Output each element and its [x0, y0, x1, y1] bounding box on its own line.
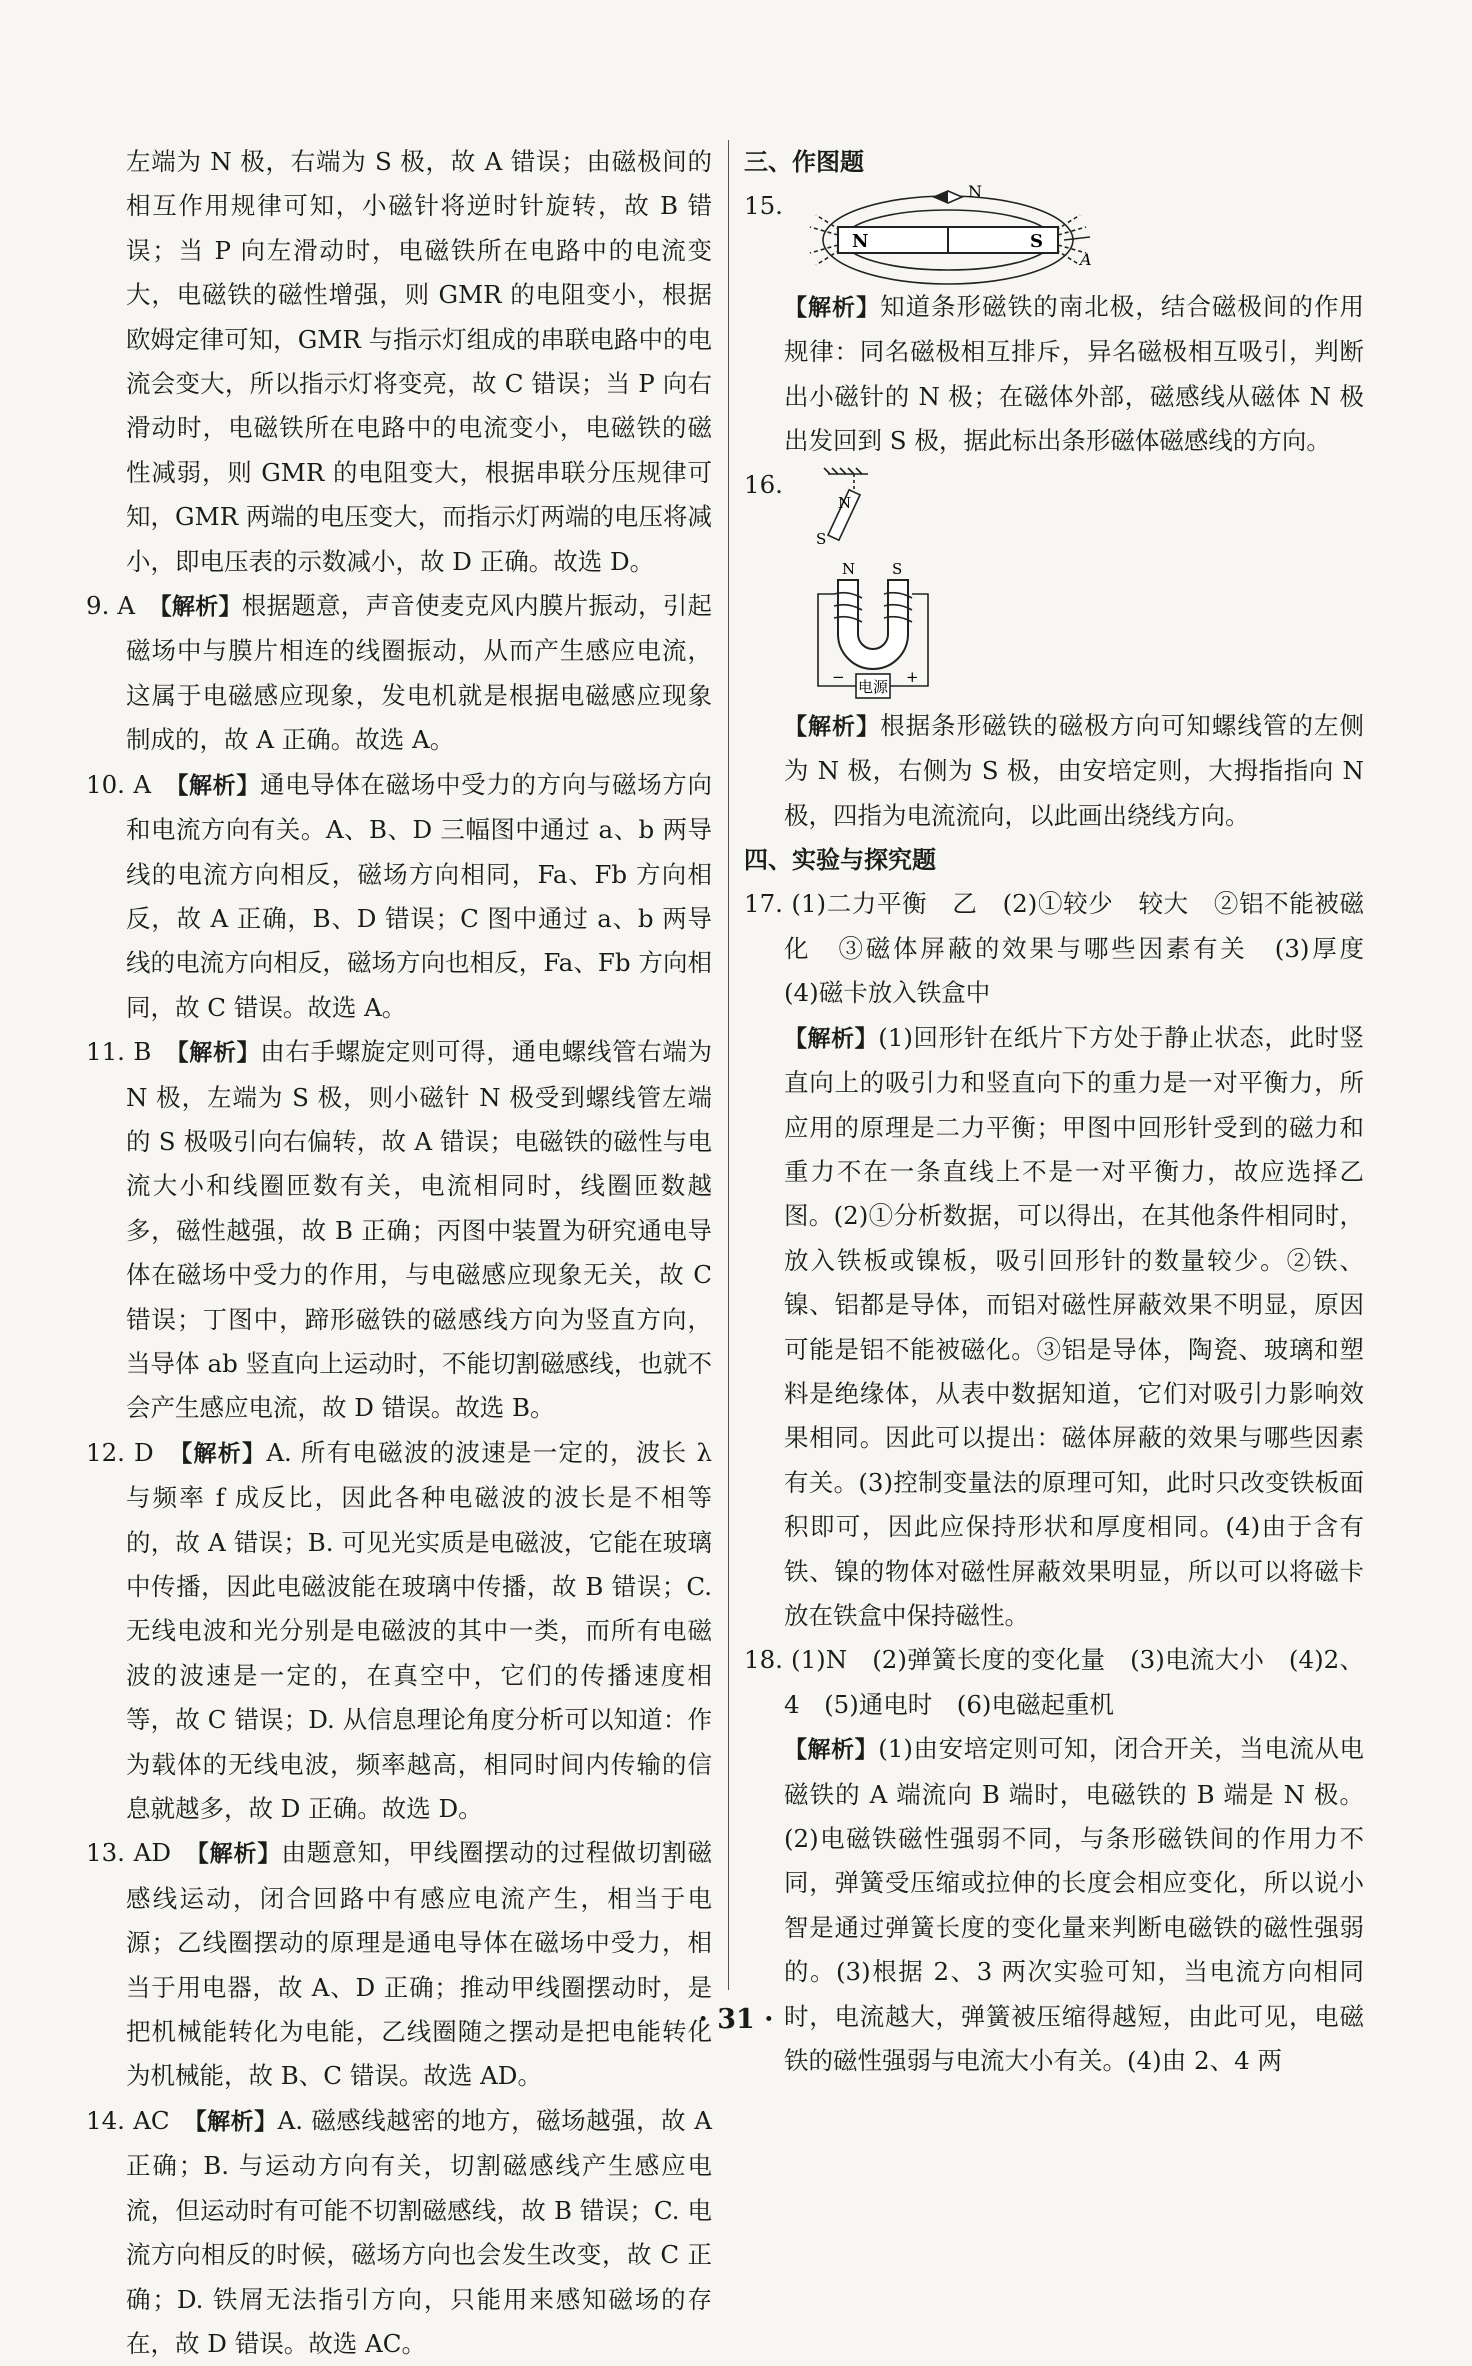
section-heading-drawing: 三、作图题: [744, 148, 864, 176]
q8-continuation: 左端为 N 极，右端为 S 极，故 A 错误；由磁极间的相互作用规律可知，小磁针将逆时针旋转，故 B 错误；当 P 向左滑动时，电磁铁所在电路中的电流变大，电磁铁的磁性增强，则 GMR 的电阻变小，根据欧姆定律可知，GMR 与指示灯组成的串联电路中的电流会变大，所以指示灯将变亮，故 C 错误；当 P 向右滑动时，电磁铁所在电路中的电流变小，电磁铁的磁性减弱，则 GMR 的电阻变大，根据串联分压规律可知，GMR 两端的电压变大，而指示灯两端的电压将减小，即电压表的示数减小，故 D 正确。故选 D。: [126, 147, 712, 576]
answer-18-answer: (1)N (2)弹簧长度的变化量 (3)电流大小 (4)2、4 (5)通电时 (6)电磁起重机: [784, 1645, 1364, 1719]
core-n-label: N: [842, 559, 856, 578]
answer-15-text: 知道条形磁铁的南北极，结合磁极间的作用规律：同名磁极相互排斥，异名磁极相互吸引，判断出小磁针的 N 极；在磁体外部，磁感线从磁体 N 极出发回到 S 极，据此标出条形磁体磁感线的方向。: [784, 291, 1365, 456]
answer-14: [86, 2099, 712, 2366]
answer-16-text: 根据条形磁铁的磁极方向可知螺线管的左侧为 N 极，右侧为 S 极，由安培定则，大拇指指向 N 极，四指为电流流向，以此画出绕线方向。: [784, 710, 1365, 830]
ceiling-hatch: [824, 468, 862, 474]
hanging-n-label: N: [838, 493, 852, 512]
answer-17-answer: (1)二力平衡 乙 (2)①较少 较大 ②铝不能被磁化 ③磁体屏蔽的效果与哪些因素有关 (3)厚度 (4)磁卡放入铁盒中: [784, 889, 1389, 1008]
needle-n-label: N: [968, 184, 982, 201]
answer-11-head: 11. B: [86, 1037, 178, 1067]
power-minus-label: −: [832, 667, 845, 686]
electromagnet-figure: [798, 464, 948, 704]
analysis-tag: 【解析】: [176, 772, 260, 799]
answer-12-text: A. 所有电磁波的波速是一定的，波长 λ 与频率 f 成反比，因此各种电磁波的波长是不相等的，故 A 错误；B. 可见光实质是电磁波，它能在玻璃中传播，因此电磁波能在玻璃中传播，故 B 错误；C. 无线电波和光分别是电磁波的其中一类，而所有电磁波的波速是一定的，在真空中，它们的传播速度相等，故 C 错误；D. 从信息理论角度分析可以知道：作为载体的无线电波，频率越高，相同时间内传输的信息就越多，故 D 正确。故选 D。: [126, 1437, 712, 1824]
answer-11-text: 由右手螺旋定则可得，通电螺线管右端为 N 极，左端为 S 极，则小磁针 N 极受到螺线管左端的 S 极吸引向右偏转，故 A 错误；电磁铁的磁性与电流大小和线圈匝数有关，电流相同时，线圈匝数越多，磁性越强，故 B 正确；丙图中装置为研究通电导体在磁场中受力的作用，与电磁感应现象无关，故 C 错误；丁图中，蹄形磁铁的磁感线方向为竖直方向，当导体 ab 竖直向上运动时，不能切割磁感线，也就不会产生感应电流，故 D 错误。故选 B。: [126, 1037, 713, 1423]
section-heading-experiment: 四、实验与探究题: [744, 846, 936, 875]
answer-9: [86, 584, 712, 763]
answer-13-head: 13. AD: [86, 1838, 198, 1868]
needle-dark-half: [934, 191, 948, 203]
field-line-left: [810, 215, 840, 265]
answer-12: [86, 1431, 712, 1832]
bar-magnet-field-figure: [798, 185, 1098, 285]
power-plus-label: +: [906, 667, 919, 686]
magnet-s-label: S: [1030, 230, 1043, 252]
answer-9-head: 9. A: [86, 591, 161, 621]
analysis-tag: 【解析】: [784, 294, 881, 321]
power-source-label: 电源: [858, 677, 889, 696]
answer-11: [86, 1030, 712, 1431]
analysis-tag: 【解析】: [160, 594, 242, 621]
hanging-s-label: S: [816, 529, 827, 548]
analysis-tag: 【解析】: [784, 713, 881, 740]
answer-18-text: (1)由安培定则可知，闭合开关，当电流从电磁铁的 A 端流向 B 端时，电磁铁的 B 端是 N 极。(2)电磁铁磁性强弱不同，与条形磁铁间的作用力不同，弹簧受压缩或拉伸的长度会相应变化，所以说小智是通过弹簧长度的变化量来判断电磁铁的磁性强弱的。(3)根据 2、3 两次实验可知，当电流方向相同时，电流越大，弹簧被压缩得越短，由此可见，电磁铁的磁性强弱与电流大小有关。(4)由 2、4 两: [784, 1734, 1365, 2076]
answer-15-number: 15.: [744, 191, 783, 221]
analysis-tag: 【解析】: [197, 1841, 282, 1868]
answer-12-head: 12. D: [86, 1437, 181, 1467]
answer-15-analysis: [744, 285, 1364, 464]
answer-17-head: 17.: [744, 889, 792, 919]
core-s-label: S: [892, 559, 903, 578]
point-a-arrow: [1064, 237, 1090, 240]
point-a-label: A: [1080, 249, 1092, 269]
answer-16-analysis: [744, 704, 1364, 838]
answer-16-number: 16.: [744, 470, 783, 500]
answer-9-text: 根据题意，声音使麦克风内膜片振动，引起磁场中与膜片相连的线圈振动，从而产生感应电流，这属于电磁感应现象，发电机就是根据电磁感应现象制成的，故 A 正确。故选 A。: [126, 591, 712, 755]
analysis-tag: 【解析】: [177, 1040, 261, 1067]
page-number: · 31 ·: [698, 2004, 774, 2035]
answer-10: [86, 763, 712, 1030]
magnet-n-label: N: [852, 230, 869, 252]
answer-17-analysis: [744, 1016, 1364, 1639]
analysis-tag: 【解析】: [180, 1440, 267, 1467]
analysis-tag: 【解析】: [195, 2108, 278, 2135]
column-divider: [728, 140, 729, 1990]
right-column: [744, 140, 1389, 2083]
answer-14-head: 14. AC: [86, 2105, 196, 2135]
answer-13-text: 由题意知，甲线圈摆动的过程做切割磁感线运动，闭合回路中有感应电流产生，相当于电源；乙线圈摆动的原理是通电导体在磁场中受力，相当于用电器，故 A、D 正确；推动甲线圈摆动时，是把机械能转化为电能，乙线圈随之摆动是把电能转化为机械能，故 B、C 错误。故选 AD。: [126, 1838, 713, 2091]
answer-17: [744, 882, 1389, 1015]
answer-18-head: 18.: [744, 1645, 792, 1675]
analysis-tag: 【解析】: [784, 1737, 879, 1764]
analysis-tag: 【解析】: [784, 1025, 879, 1052]
answer-17-text: (1)回形针在纸片下方处于静止状态，此时竖直向上的吸引力和竖直向下的重力是一对平衡力，所应用的原理是二力平衡；甲图中回形针受到的磁力和重力不在一条直线上不是一对平衡力，故应选择乙图。(2)①分析数据，可以得出，在其他条件相同时，放入铁板或镍板，吸引回形针的数量较少。②铁、镍、铝都是导体，而铝对磁性屏蔽效果不明显，原因可能是铝不能被磁化。③铝是导体，陶瓷、玻璃和塑料是绝缘体，从表中数据知道，它们对吸引力影响效果相同。因此可以提出：磁体屏蔽的效果与哪些因素有关。(3)控制变量法的原理可知，此时只改变铁板面积即可，因此应保持形状和厚度相同。(4)由于含有铁、镍的物体对磁性屏蔽效果明显，所以可以将磁卡放在铁盒中保持磁性。: [784, 1022, 1365, 1630]
answer-14-text: A. 磁感线越密的地方，磁场越强，故 A 正确；B. 与运动方向有关，切割磁感线产生感应电流，但运动时有可能不切割磁感线，故 B 错误；C. 电流方向相反的时候，磁场方向也会发生改变，故 C 正确；D. 铁屑无法指引方向，只能用来感知磁场的存在，故 D 错误。故选 AC。: [126, 2105, 713, 2358]
answer-13: [86, 1831, 712, 2098]
answer-18: [744, 1638, 1364, 1727]
answer-10-head: 10. A: [86, 769, 177, 799]
answer-10-text: 通电导体在磁场中受力的方向与磁场方向和电流方向有关。A、B、D 三幅图中通过 a、b 两导线的电流方向相反，磁场方向相同，Fa、Fb 方向相反，故 A 正确，B、D 错误；C 图中通过 a、b 两导线的电流方向相反，磁场方向也相反，Fa、Fb 方向相同，故 C 错误。故选 A。: [126, 769, 712, 1022]
